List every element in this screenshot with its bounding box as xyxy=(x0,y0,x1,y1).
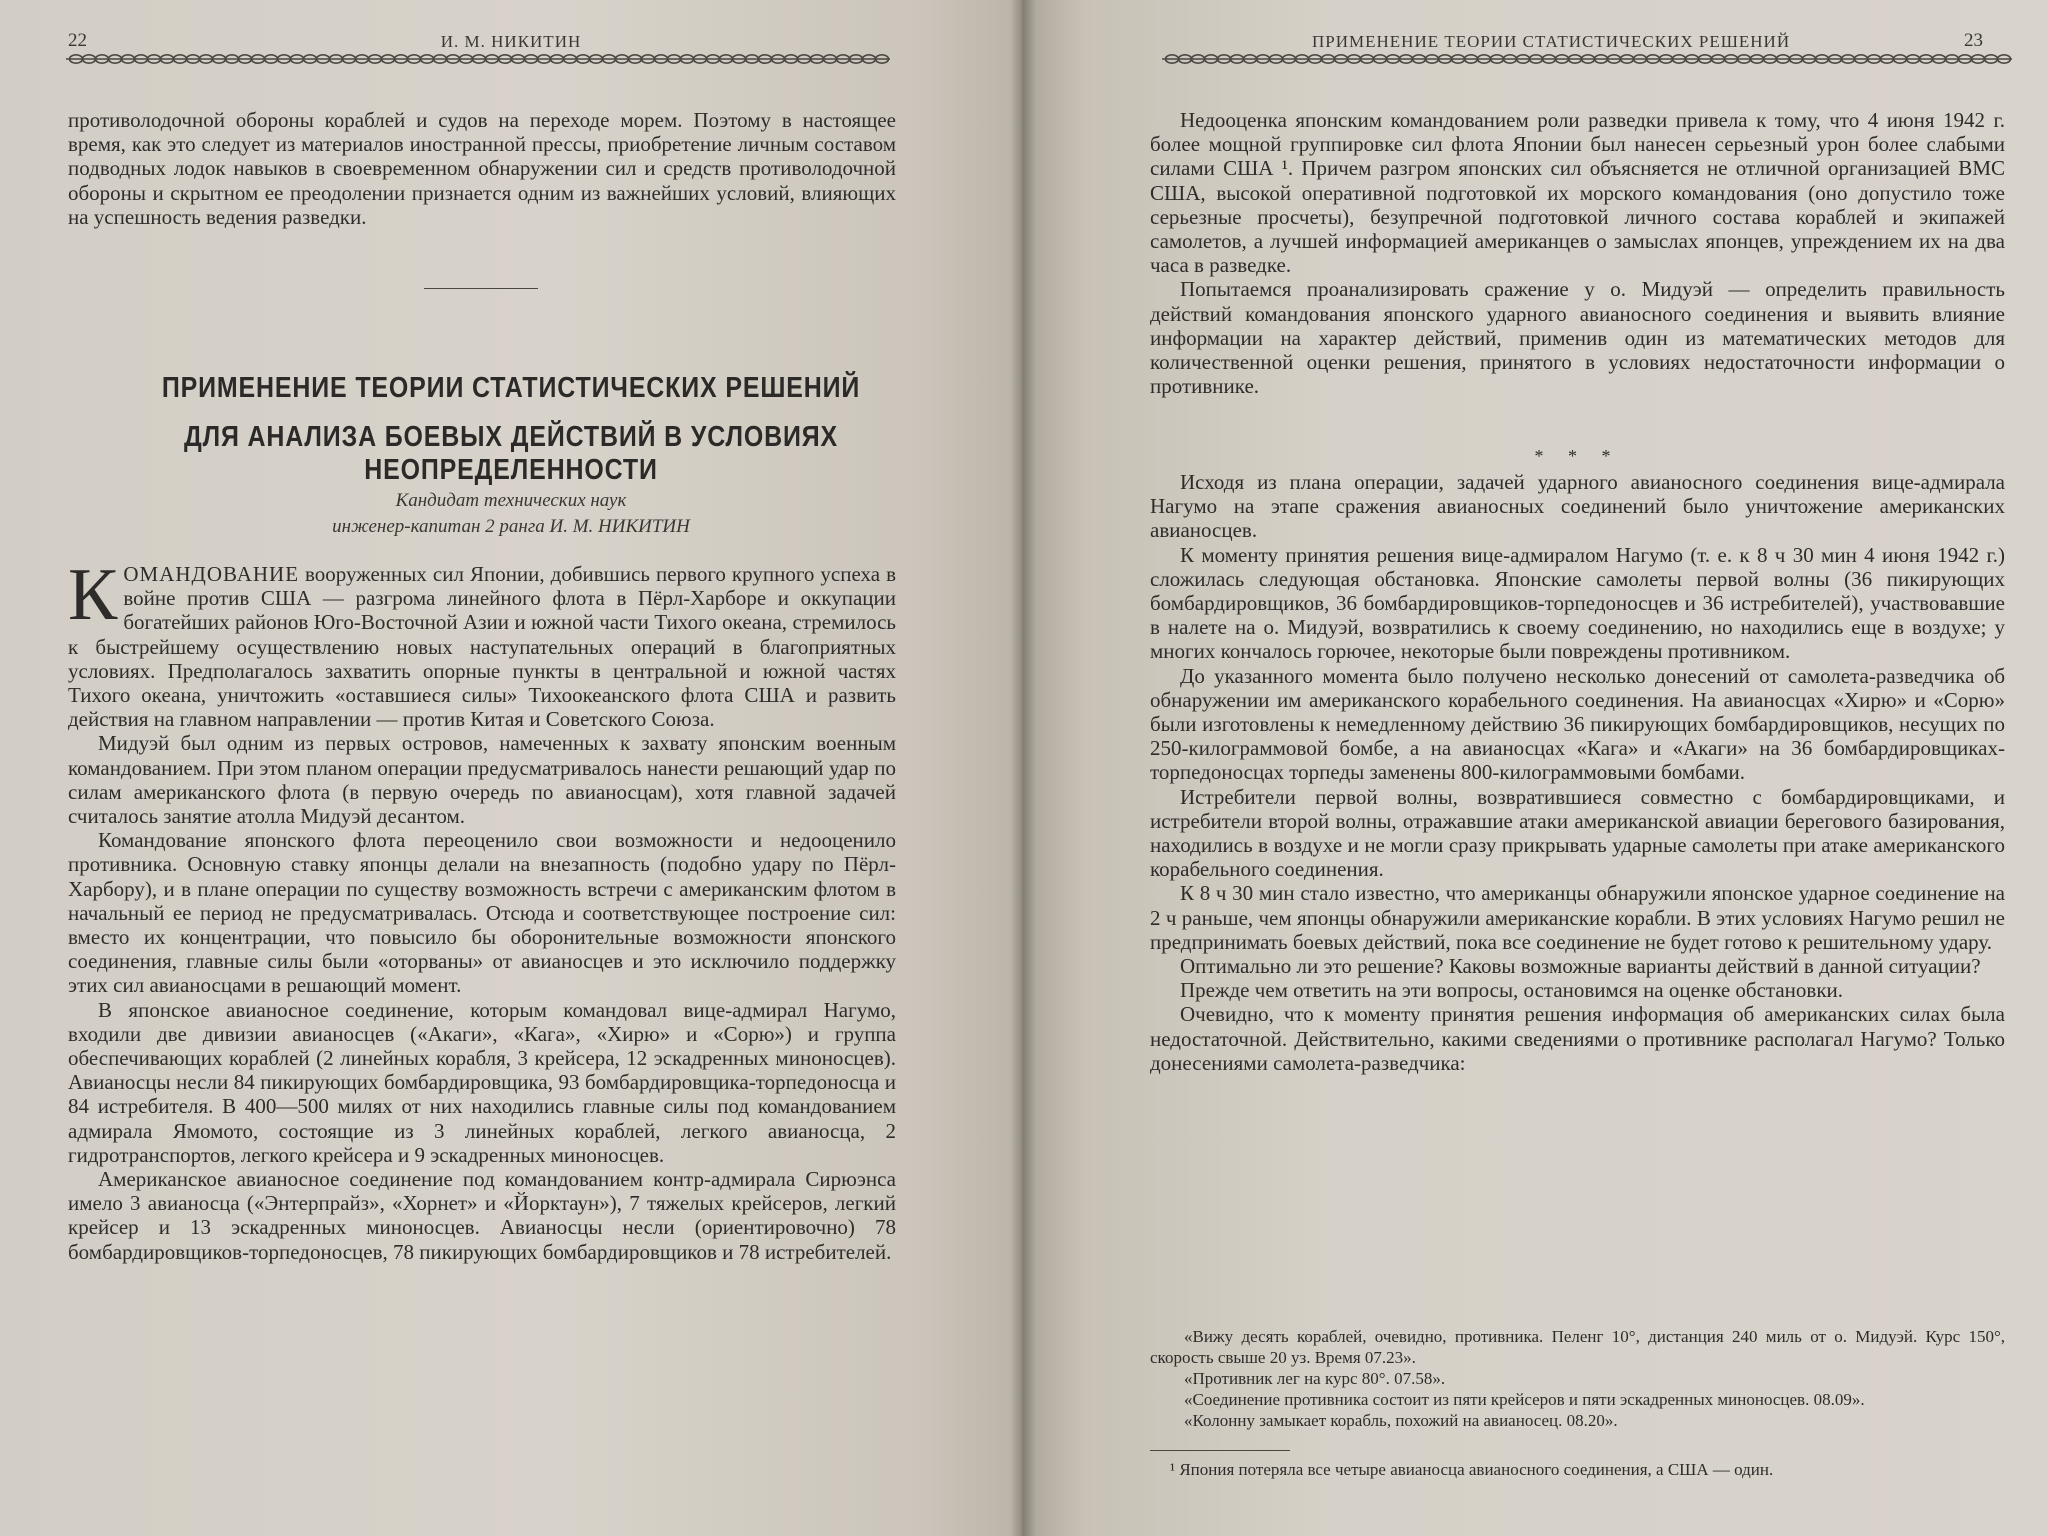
footnote-rule xyxy=(1150,1450,1290,1451)
paragraph-1-text: вооруженных сил Японии, добившись первого крупного успеха в войне против США — разгрома линейного флота в Пёрл-Харборе и оккупации богатейших районов Юго-Восточной Азии и южной части Тихого океана, стремилось к быстрейшему осуществлению новых наступательных операций в благоприятных условиях. Предполагалось захватить опорные пункты в центральной и южной частях Тихого океана, уничтожить «оставшиеся силы» Тихоокеанского флота США и развить действия на главном направлении — против Китая и Советского Союза. xyxy=(68,562,896,732)
left-page xyxy=(0,0,1022,1536)
paragraph-r6: Истребители первой волны, возвратившиеся совместно с бомбардировщиками, и истребители второй волны, отражавшие атаки американской авиации берегового базирования, находились в воздухе и не могли сразу прикрывать ударные самолеты при атаке американского корабельного соединения. xyxy=(1150,784,2005,882)
report-2: «Противник лег на курс 80°. 07.58». xyxy=(1184,1369,1446,1388)
paragraph-r10: Очевидно, что к моменту принятия решения информация об американских силах была недостаточной. Действительно, какими сведениями о противнике располагал Нагумо? Только донесениями самолета-разведчика: xyxy=(1150,1002,2005,1075)
page-number-right: 23 xyxy=(1964,30,1983,51)
lead-caps: ОМАНДОВАНИЕ xyxy=(123,562,300,586)
paragraph-r9: Прежде чем ответить на эти вопросы, остановимся на оценке обстановки. xyxy=(1180,978,1844,1003)
report-3: «Соединение противника состоит из пяти крейсеров и пяти эскадренных миноносцев. 08.09». xyxy=(1184,1390,1865,1409)
paragraph-5: Американское авианосное соединение под командованием контр-адмирала Сирюэнса имело 3 авианосца («Энтерпрайз», «Хорнет» и «Йорктаун»), 7 тяжелых крейсеров, легкий крейсер и 13 эскадренных миноносцев. Авианосцы несли (ориентировочно) 78 бомбардировщиков-торпедоносцев, 78 пикирующих бомбардировщиков и 78 истребителей. xyxy=(68,1167,896,1264)
carry-over-text: противолодочной обороны кораблей и судов на переходе морем. Поэтому в настоящее время, как это следует из материалов иностранной прессы, приобретение личным составом подводных лодок навыков в своевременном обнаружении сил и средств противолодочной обороны и скрытном ее преодолении признается одним из важнейших условий, влияющих на успешность ведения разведки. xyxy=(68,108,896,229)
paragraph-r8: Оптимально ли это решение? Каковы возможные варианты действий в данной ситуации? xyxy=(1180,954,1981,979)
running-head-left: И. М. НИКИТИН xyxy=(440,32,582,51)
drop-cap: К xyxy=(68,554,118,636)
author-degree: Кандидат технических наук xyxy=(395,490,627,511)
paragraph-4: В японское авианосное соединение, которым командовал вице-адмирал Нагумо, входили две дивизии авианосцев («Акаги», «Кага», «Хирю» и «Сорю») и группа обеспечивающих кораблей (2 линейных корабля, 3 крейсера, 12 эскадренных миноносцев). Авианосцы несли 84 пикирующих бомбардировщика, 93 бомбардировщика-торпедоносца и 84 истребителя. В 400—500 милях от них находились главные силы под командованием адмирала Ямомото, состоящие из 3 линейных кораблей, легкого авианосца, 2 гидротранспортов, легкого крейсера и 9 эскадренных миноносцев. xyxy=(68,997,896,1167)
paragraph-2: Мидуэй был одним из первых островов, намеченных к захвату японским военным командованием. При этом планом операции предусматривалось нанести решающий удар по силам американского флота (в первую очередь по авианосцам), хотя главной задачей считалось занятие атолла Мидуэй десантом. xyxy=(68,731,896,829)
ornament-rule-left xyxy=(66,52,890,66)
article-title-line-1: ПРИМЕНЕНИЕ ТЕОРИИ СТАТИСТИЧЕСКИХ РЕШЕНИЙ xyxy=(161,372,861,404)
paragraph-r7: К 8 ч 30 мин стало известно, что американцы обнаружили японское ударное соединение на 2 ч раньше, чем японцы обнаружили американские корабли. В этих условиях Нагумо решил не предпринимать боевых действий, пока все соединение не будет готово к решительному удару. xyxy=(1150,881,2005,954)
footnote: ¹ Япония потеряла все четыре авианосца авианосного соединения, а США — один. xyxy=(1170,1460,1774,1479)
article-title-line-2: ДЛЯ АНАЛИЗА БОЕВЫХ ДЕЙСТВИЙ В УСЛОВИЯХ НЕОПРЕДЕЛЕННОСТИ xyxy=(183,421,839,486)
carry-over-paragraph xyxy=(68,108,896,229)
paragraph-r5: До указанного момента было получено несколько донесений от самолета-разведчика об обнаружении им американского корабельного соединения. На авианосцах «Хирю» и «Сорю» были изготовлены к немедленному действию 36 пикирующих бомбардировщиков, несущих по 250-килограммовой бомбе, а на авианосцах «Кага» и «Акаги» на 36 бомбардировщиках-торпедоносцах торпеды заменены 800-килограммовыми бомбами. xyxy=(1150,663,2005,785)
running-head-right: ПРИМЕНЕНИЕ ТЕОРИИ СТАТИСТИЧЕСКИХ РЕШЕНИЙ xyxy=(1312,32,1791,51)
scout-reports xyxy=(1150,1326,2005,1431)
paragraph-r4: К моменту принятия решения вице-адмиралом Нагумо (т. е. к 8 ч 30 мин 4 июня 1942 г.) сложилась следующая обстановка. Японские самолеты первой волны (36 пикирующих бомбардировщиков, 36 бомбардировщиков-торпедоносцев и 36 истребителей), участвовавшие в налете на о. Мидуэй, возвратились к своему соединению, но находились еще в воздухе; у многих кончалось горючее, некоторые были повреждены противником. xyxy=(1150,542,2005,664)
right-page xyxy=(1022,0,2048,1536)
paragraph-r2: Попытаемся проанализировать сражение у о. Мидуэй — определить правильность действий командования японского ударного авианосного соединения и выявить влияние информации на характер действий, применив один из математических методов для количественной оценки решения, принятого в условиях недостаточности информации о противнике. xyxy=(1150,277,2005,399)
author-rank-name: инженер-капитан 2 ранга И. М. НИКИТИН xyxy=(332,516,690,537)
paragraph-r1: Недооценка японским командованием роли разведки привела к тому, что 4 июня 1942 г. более мощной группировке сил флота Японии был нанесен серьезный урон более слабыми силами США ¹. Причем разгром японских сил объясняется не отличной организацией ВМС США, высокой оперативной подготовкой их морского командования (оно допустило тоже серьезные просчеты), безупречной подготовкой личного состава кораблей и экипажей самолетов, а лучшей информацией американцев о замыслах японцев, упреждением их на два часа в разведке. xyxy=(1150,108,2005,278)
article-body-right-top xyxy=(1150,108,2005,398)
paragraph-3: Командование японского флота переоценило свои возможности и недооценило противника. Основную ставку японцы делали на внезапность (подобно удару по Пёрл-Харбору), и в плане операции по существу возможность встречи с американским флотом в начальный ее период не предусматривалась. Отсюда и соответствующее построение сил: вместо их концентрации, что повысило бы оборонительные возможности японского соединения, главные силы были «оторваны» от авианосцев и это исключило поддержку этих сил авианосцами в решающий момент. xyxy=(68,828,896,998)
report-4: «Колонну замыкает корабль, похожий на авианосец. 08.20». xyxy=(1184,1411,1618,1430)
article-body-left xyxy=(68,554,896,1264)
section-divider xyxy=(424,288,538,289)
page-number-left: 22 xyxy=(68,30,87,51)
article-body-right xyxy=(1150,470,2005,1075)
section-stars: * * * xyxy=(1534,446,1621,466)
paragraph-r3: Исходя из плана операции, задачей ударного авианосного соединения вице-адмирала Нагумо на этапе сражения авианосных соединений было уничтожение американских авианосцев. xyxy=(1150,470,2005,543)
book-gutter xyxy=(1010,0,1036,1536)
report-1: «Вижу десять кораблей, очевидно, противника. Пеленг 10°, дистанция 240 миль от о. Мидуэй. Курс 150°, скорость свыше 20 уз. Время 07.23». xyxy=(1150,1327,2005,1367)
ornament-rule-right xyxy=(1162,52,2012,66)
paragraph-1 xyxy=(68,554,896,732)
